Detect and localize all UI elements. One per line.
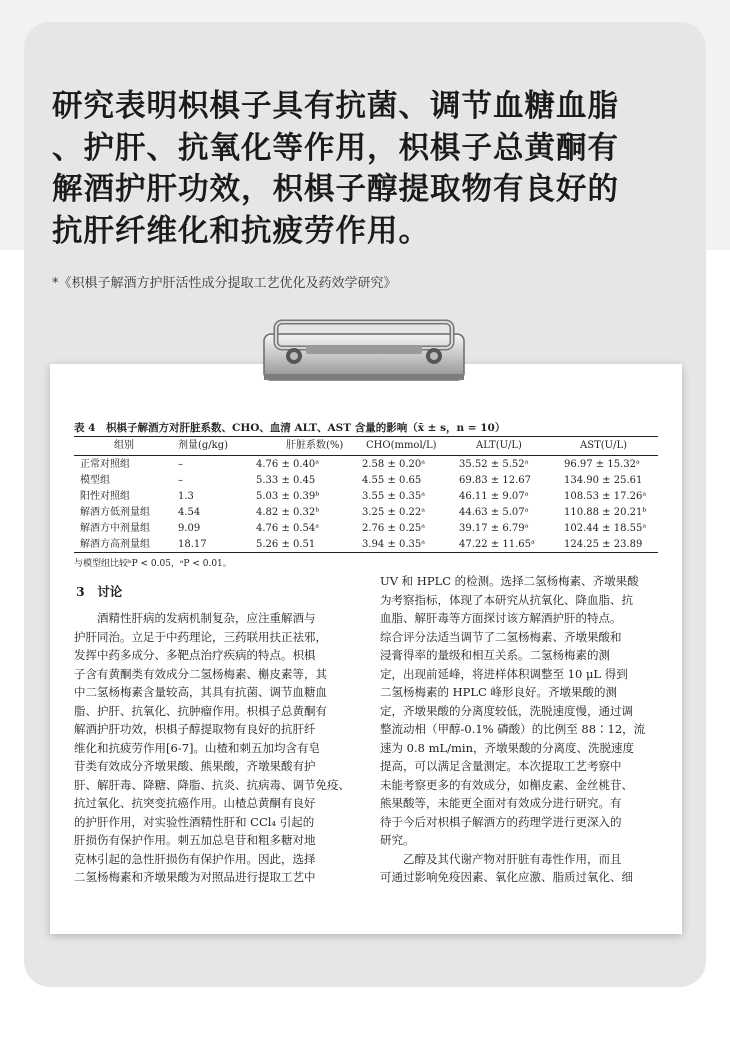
text-line: 未能考察更多的有效成分，如槲皮素、金丝桃苷、	[380, 777, 633, 792]
table-cell: –	[178, 475, 183, 486]
table-top-rule	[74, 436, 658, 437]
table-cell: 47.22 ± 11.65ᵃ	[459, 539, 535, 550]
headline-line: 抗肝纤维化和抗疲劳作用。	[52, 213, 430, 249]
table-caption: 表 4 枳椇子解酒方对肝脏系数、CHO、血清 ALT、AST 含量的影响（x̄ ± s，n = 10）	[74, 422, 506, 434]
text-line: 二氢杨梅素和齐墩果酸为对照品进行提取工艺中	[74, 870, 316, 884]
table-cell: 110.88 ± 20.21ᵇ	[564, 507, 647, 518]
text-line: 发挥中药多成分、多靶点治疗疾病的特点。枳椇	[74, 648, 316, 662]
table-cell: 108.53 ± 17.26ᵃ	[564, 491, 647, 502]
table-cell: 解酒方中剂量组	[80, 523, 150, 534]
table-header-row	[74, 439, 658, 453]
text-line: 研究。	[380, 833, 415, 847]
table-cell: 5.26 ± 0.51	[256, 539, 316, 550]
table-cell: 4.76 ± 0.40ᵃ	[256, 459, 320, 470]
table-cell: 4.55 ± 0.65	[362, 475, 422, 486]
table-header-cell: AST(U/L)	[580, 440, 627, 451]
text-line: 综合评分法适当调节了二氢杨梅素、齐墩果酸和	[380, 629, 622, 644]
headline-line: 、护肝、抗氧化等作用，枳椇子总黄酮有	[52, 130, 619, 166]
table-cell: 4.76 ± 0.54ᵃ	[256, 523, 320, 534]
text-line: 血脂、解肝毒等方面探讨该方解酒护肝的特点。	[380, 611, 622, 625]
text-line: 提高，可以满足含量测定。本次提取工艺考察中	[380, 759, 622, 773]
clipboard-clip	[262, 318, 466, 382]
table-row	[74, 474, 658, 488]
text-line: 肝、解肝毒、降糖、降脂、抗炎、抗病毒、调节免疫、	[74, 777, 350, 792]
text-line: 中二氢杨梅素含量较高，其具有抗菌、调节血糖血	[74, 685, 327, 699]
table-cell: 5.03 ± 0.39ᵇ	[256, 491, 320, 502]
table-cell: –	[178, 459, 183, 470]
text-line: 肝损伤有保护作用。刺五加总皂苷和粗多糖对地	[74, 833, 316, 847]
table-cell: 模型组	[80, 475, 110, 486]
text-line: 二氢杨梅素的 HPLC 峰形良好。齐墩果酸的测	[380, 685, 618, 699]
text-line: 浸膏得率的量级和相互关系。二氢杨梅素的测	[380, 648, 610, 662]
text-line: 苷类有效成分齐墩果酸、熊果酸，齐墩果酸有护	[74, 759, 316, 773]
headline	[52, 86, 682, 252]
text-line: 脂、护肝、抗氧化、抗肿瘤作用。枳椇子总黄酮有	[74, 703, 327, 718]
text-line: UV 和 HPLC 的检测。选择二氢杨梅素、齐墩果酸	[380, 574, 639, 588]
text-line: 抗过氧化、抗突变抗癌作用。山楂总黄酮有良好	[74, 796, 316, 810]
headline-line: 解酒护肝功效，枳椇子醇提取物有良好的	[52, 172, 619, 207]
table-cell: 18.17	[178, 539, 207, 550]
table-row	[74, 490, 658, 504]
text-line: 解酒护肝功效，枳椇子醇提取物有良好的抗肝纤	[74, 722, 316, 736]
table-cell: 96.97 ± 15.32ᵃ	[564, 459, 640, 470]
table-cell: 102.44 ± 18.55ᵃ	[564, 523, 647, 534]
table-cell: 69.83 ± 12.67	[459, 475, 531, 486]
table-header-cell: ALT(U/L)	[476, 440, 522, 451]
table-cell: 134.90 ± 25.61	[564, 475, 643, 486]
table-row	[74, 522, 658, 536]
table-row	[74, 538, 658, 552]
text-line: 为考察指标，体现了本研究从抗氧化、降血脂、抗	[380, 592, 633, 607]
source-note: *《枳椇子解酒方护肝活性成分提取工艺优化及药效学研究》	[52, 276, 397, 291]
text-line: 定，出现前延峰，将进样体积调整至 10 μL 得到	[380, 666, 628, 681]
text-line: 酒精性肝病的发病机制复杂，应注重解酒与	[97, 611, 316, 625]
table-header-cell: 组别	[114, 440, 134, 451]
table-header-cell: CHO(mmol/L)	[366, 440, 437, 451]
table-row	[74, 506, 658, 520]
table-cell: 解酒方高剂量组	[80, 539, 150, 550]
table-cell: 正常对照组	[80, 459, 130, 470]
text-line: 速为 0.8 mL/min，齐墩果酸的分离度、洗脱速度	[380, 740, 635, 755]
table-cell: 解酒方低剂量组	[80, 507, 150, 518]
table-cell: 2.58 ± 0.20ᵃ	[362, 459, 426, 470]
text-line: 护肝同治。立足于中药理论，三药联用扶正祛邪，	[74, 629, 327, 644]
paper-sheet	[50, 364, 682, 934]
text-line: 可通过影响免疫因素、氧化应激、脂质过氧化、细	[380, 870, 633, 884]
table-row	[74, 458, 658, 472]
table-header-rule	[74, 455, 658, 456]
text-line: 的护肝作用，对实验性酒精性肝和 CCl₄ 引起的	[74, 814, 315, 829]
text-line: 整流动相（甲醇-0.1% 磷酸）的比例至 88∶12，流	[380, 722, 646, 736]
table-cell: 3.25 ± 0.22ᵃ	[362, 507, 426, 518]
table-cell: 35.52 ± 5.52ᵃ	[459, 459, 529, 470]
table-cell: 1.3	[178, 491, 194, 502]
table-cell: 阳性对照组	[80, 491, 130, 502]
section-title: 3 讨论	[76, 584, 123, 599]
text-line: 乙醇及其代谢产物对肝脏有毒性作用，而且	[403, 851, 622, 866]
table-header-cell: 剂量(g/kg)	[178, 440, 229, 451]
table-cell: 3.55 ± 0.35ᵃ	[362, 491, 426, 502]
table-cell: 44.63 ± 5.07ᵃ	[459, 507, 529, 518]
table-cell: 124.25 ± 23.89	[564, 539, 643, 550]
table-cell: 3.94 ± 0.35ᵃ	[362, 539, 426, 550]
text-line: 子含有黄酮类有效成分二氢杨梅素、槲皮素等，其	[74, 666, 327, 681]
text-line: 定，齐墩果酸的分离度较低，洗脱速度慢，通过调	[380, 703, 633, 718]
headline-line: 研究表明枳椇子具有抗菌、调节血糖血脂	[52, 89, 619, 124]
text-line: 克林引起的急性肝损伤有保护作用。因此，选择	[74, 851, 316, 866]
table-cell: 9.09	[178, 523, 201, 534]
table-header-cell: 肝脏系数(%)	[286, 440, 344, 451]
text-line: 熊果酸等，未能更全面对有效成分进行研究。有	[380, 796, 622, 810]
text-line: 待于今后对枳椇子解酒方的药理学进行更深入的	[380, 814, 622, 829]
table-bottom-rule	[74, 552, 658, 553]
table-cell: 39.17 ± 6.79ᵃ	[459, 523, 529, 534]
table-cell: 2.76 ± 0.25ᵃ	[362, 523, 426, 534]
right-text-column	[380, 572, 665, 887]
left-text-column	[74, 609, 364, 887]
text-line: 维化和抗疲劳作用[6-7]。山楂和刺五加均含有皂	[74, 740, 320, 755]
table-cell: 4.82 ± 0.32ᵇ	[256, 507, 320, 518]
table-cell: 4.54	[178, 507, 201, 518]
table-cell: 46.11 ± 9.07ᵃ	[459, 491, 529, 502]
table-footnote: 与模型组比较ᵇP < 0.05，ᵃP < 0.01。	[74, 559, 232, 569]
table-cell: 5.33 ± 0.45	[256, 475, 316, 486]
